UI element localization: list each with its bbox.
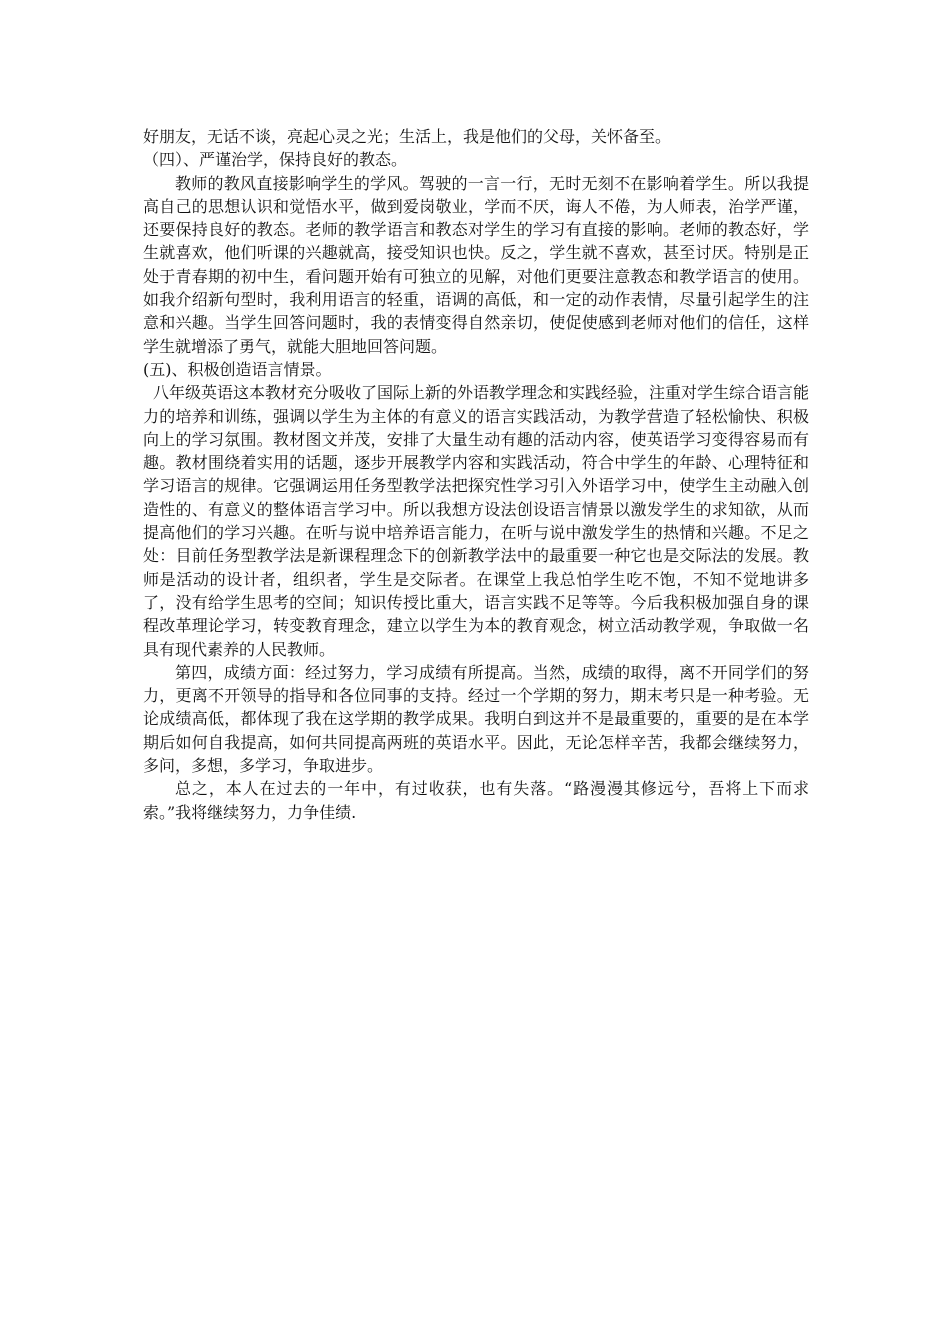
paragraph-teaching-manner: 教师的教风直接影响学生的学风。驾驶的一言一行，无时无刻不在影响着学生。所以我提高自己的思想认识和觉悟水平，做到爱岗敬业，学而不厌，诲人不倦，为人师表，治学严谨，还要保持良好的教态。老师的教学语言和教态对学生的学习有直接的影响。老师的教态好，学生就喜欢，他们听课的兴趣就高，接受知识也快。反之，学生就不喜欢，甚至讨厌。特别是正处于青春期的初中生，看问题开始有可独立的见解，对他们更要注意教态和教学语言的使用。如我介绍新句型时，我利用语言的轻重，语调的高低，和一定的动作表情，尽量引起学生的注意和兴趣。当学生回答问题时，我的表情变得自然亲切，使促使感到老师对他们的信任，这样学生就增添了勇气，就能大胆地回答问题。 (143, 173, 809, 356)
paragraph-language-context: 八年级英语这本教材充分吸收了国际上新的外语教学理念和实践经验，注重对学生综合语言能力的培养和训练，强调以学生为主体的有意义的语言实践活动，为教学营造了轻松愉快、积极向上的学习氛围。教材图文并茂，安排了大量生动有趣的活动内容，使英语学习变得容易而有趣。教材围绕着实用的话题，逐步开展教学内容和实践活动，符合中学生的年龄、心理特征和学习语言的规律。它强调运用任务型教学法把探究性学习引入外语学习中，使学生主动融入创造性的、有意义的整体语言学习中。所以我想方设法创设语言情景以激发学生的求知欲，从而提高他们的学习兴趣。在听与说中培养语言能力，在听与说中激发学生的热情和兴趣。不足之处：目前任务型教学法是新课程理念下的创新教学法中的最重要一种它也是交际法的发展。教师是活动的设计者，组织者，学生是交际者。在课堂上我总怕学生吃不饱，不知不觉地讲多了，没有给学生思考的空间；知识传授比重大，语言实践不足等等。今后我积极加强自身的课程改革理论学习，转变教育理念，建立以学生为本的教育观念，树立活动教学观，争取做一名具有现代素养的人民教师。 (143, 383, 810, 659)
paragraph-summary: 总之，本人在过去的一年中，有过收获，也有失落。“路漫漫其修远兮，吾将上下而求索。”我将继续努力，力争佳绩. (143, 779, 809, 822)
section-heading-four: （四）、严谨治学，保持良好的教态。 (143, 150, 408, 170)
document-body (143, 125, 809, 824)
paragraph-grades: 第四，成绩方面：经过努力，学习成绩有所提高。当然，成绩的取得，离不开同学们的努力，更离不开领导的指导和各位同事的支持。经过一个学期的努力，期末考只是一种考验。无论成绩高低，都体现了我在这学期的教学成果。我明白到这并不是最重要的，重要的是在本学期后如何自我提高，如何共同提高两班的英语水平。因此，无论怎样辛苦，我都会继续努力，多问，多想，多学习，争取进步。 (143, 662, 809, 776)
section-heading-five: (五)、积极创造语言情景。 (143, 359, 332, 379)
paragraph-continuation: 好朋友，无话不谈，亮起心灵之光；生活上，我是他们的父母，关怀备至。 (143, 127, 672, 146)
